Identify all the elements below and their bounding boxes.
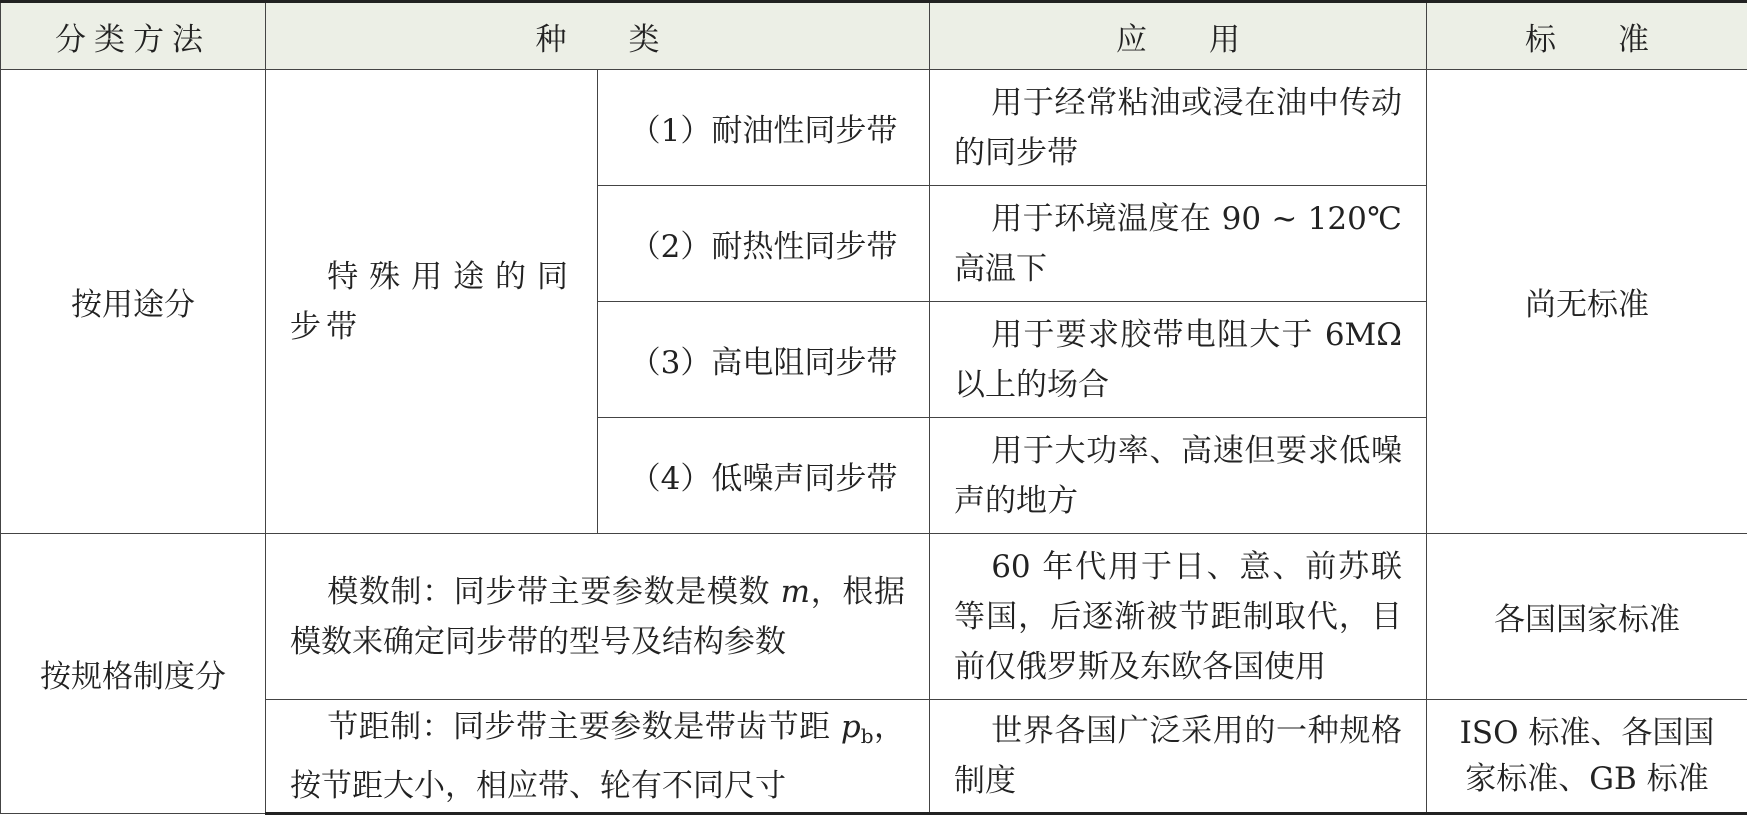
header-standard: 标 准 <box>1427 2 1747 70</box>
application-cell: 用于要求胶带电阻大于 6MΩ 以上的场合 <box>930 302 1427 418</box>
pitch-text-b: ，按节距大小，相应带、轮有不同尺寸 <box>290 708 906 804</box>
table-row <box>1 70 1747 186</box>
pitch-var-subscript: b <box>860 723 874 748</box>
header-type: 种 类 <box>266 2 930 70</box>
application-cell: 用于环境温度在 90 ~ 120℃高温下 <box>930 186 1427 302</box>
module-text-b: ，根据模数来确定同步带的型号及结构参数 <box>290 573 906 660</box>
header-row <box>1 2 1747 70</box>
header-method: 分类方法 <box>1 2 266 70</box>
module-text-a: 模数制：同步带主要参数是模数 <box>327 573 781 610</box>
module-var-m: m <box>780 573 811 610</box>
standard-cell: 各国国家标准 <box>1427 534 1747 700</box>
type-cell: （4）低噪声同步带 <box>598 418 930 534</box>
type-module-system <box>266 534 930 700</box>
type-cell: （1）耐油性同步带 <box>598 70 930 186</box>
standard-cell: ISO 标准、各国国家标准、GB 标准 <box>1427 700 1747 814</box>
application-cell: 用于大功率、高速但要求低噪声的地方 <box>930 418 1427 534</box>
kind-special-purpose: 特殊用途的同步带 <box>266 70 598 534</box>
method-by-use: 按用途分 <box>1 70 266 534</box>
application-cell: 用于经常粘油或浸在油中传动的同步带 <box>930 70 1427 186</box>
type-cell: （3）高电阻同步带 <box>598 302 930 418</box>
type-cell: （2）耐热性同步带 <box>598 186 930 302</box>
application-cell: 60 年代用于日、意、前苏联等国，后逐渐被节距制取代，目前仅俄罗斯及东欧各国使用 <box>930 534 1427 700</box>
header-application: 应 用 <box>930 2 1427 70</box>
pitch-var-p: p <box>840 708 861 745</box>
table-row <box>1 534 1747 700</box>
pitch-text-a: 节距制：同步带主要参数是带齿节距 <box>327 708 841 745</box>
application-cell: 世界各国广泛采用的一种规格制度 <box>930 700 1427 814</box>
method-by-spec: 按规格制度分 <box>1 534 266 814</box>
type-pitch-system <box>266 700 930 814</box>
standard-none: 尚无标准 <box>1427 70 1747 534</box>
